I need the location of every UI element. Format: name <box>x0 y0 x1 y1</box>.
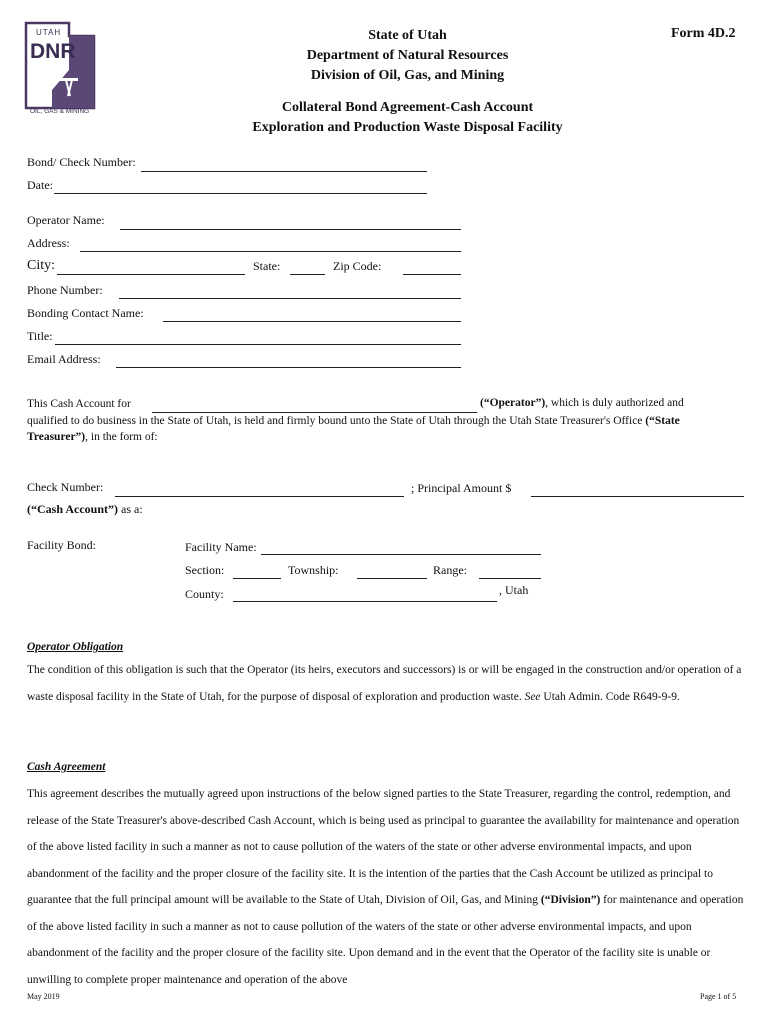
range-input[interactable] <box>479 578 541 579</box>
form-of-text: , in the form of: <box>85 431 158 443</box>
cash-account-paragraph <box>27 413 747 445</box>
cash-agreement-heading: Cash Agreement <box>27 761 106 773</box>
header-block <box>210 26 605 86</box>
form-number: Form 4D.2 <box>671 26 736 41</box>
state-input[interactable] <box>290 274 325 275</box>
operator-clause <box>480 397 684 409</box>
as-a-text: as a: <box>118 502 143 516</box>
operator-obligation-heading: Operator Obligation <box>27 641 124 653</box>
email-label: Email Address: <box>27 352 101 366</box>
state-label: State: <box>253 259 281 273</box>
operator-name-label: Operator Name: <box>27 213 105 227</box>
header-state: State of Utah <box>368 28 447 43</box>
bond-check-label: Bond/ Check Number: <box>27 155 136 169</box>
city-input[interactable] <box>57 274 245 275</box>
bond-check-input[interactable] <box>141 171 427 172</box>
header-division: Division of Oil, Gas, and Mining <box>310 68 505 83</box>
agreement-text-b: for maintenance and operation of the above listed facility in such a manner as not to cause pollution of the waters of the state or other adverse environmental impacts, and upon abandonment of the facility and the proper closure of the facility site. Upon demand and in the event that the Operator of the facility site is unable or unwilling to complete proper maintenance and operation of the above <box>27 894 744 986</box>
phone-label: Phone Number: <box>27 283 103 297</box>
date-label: Date: <box>27 178 53 192</box>
date-input[interactable] <box>54 193 427 194</box>
logo-top-text: UTAH <box>36 28 62 37</box>
operator-obligation-text <box>27 657 747 710</box>
principal-amount-input[interactable] <box>531 496 744 497</box>
dnr-logo <box>22 20 122 120</box>
agreement-text-a: This agreement describes the mutually agreed upon instructions of the below signed parties to the State Treasurer, regarding the control, redemption, and release of the State Treasurer's above-described Cash Account, which is being used as principal to guarantee the availability for maintenance and operation of the above listed facility in such a manner as not to cause pollution of the waters of the state or other adverse environmental impacts, and upon abandonment of the facility and the proper closure of the facility site. It is the intention of the parties that the Cash Account be utilized as principal to guarantee that the full principal amount will be available to the State of Utah, Division of Oil, Gas, and Mining <box>27 788 740 906</box>
division-term: (“Division”) <box>540 894 601 906</box>
address-label: Address: <box>27 236 70 250</box>
section-label: Section: <box>185 563 225 577</box>
bonding-contact-label: Bonding Contact Name: <box>27 306 144 320</box>
cash-account-intro: This Cash Account for <box>27 398 131 410</box>
title-input[interactable] <box>55 344 461 345</box>
county-input[interactable] <box>233 601 497 602</box>
logo-main-text: DNR <box>30 40 76 63</box>
check-number-input[interactable] <box>115 496 404 497</box>
logo-bottom-text: OIL, GAS & MINING <box>30 108 90 115</box>
county-label: County: <box>185 587 224 601</box>
phone-input[interactable] <box>119 298 461 299</box>
utah-suffix: , Utah <box>499 583 529 597</box>
header-department: Department of Natural Resources <box>306 48 509 63</box>
address-input[interactable] <box>80 251 461 252</box>
bonding-contact-input[interactable] <box>163 321 461 322</box>
cash-account-term: (“Cash Account”) <box>27 502 119 516</box>
facility-name-label: Facility Name: <box>185 540 257 554</box>
obligation-see: See <box>524 690 541 703</box>
check-number-label: Check Number: <box>27 480 104 494</box>
form-title-line1: Collateral Bond Agreement-Cash Account <box>281 100 534 115</box>
title-label: Title: <box>27 329 53 343</box>
facility-name-input[interactable] <box>261 554 541 555</box>
zip-input[interactable] <box>403 274 461 275</box>
obligation-text-a: The condition of this obligation is such that the Operator (its heirs, executors and successors) is or will be engaged in the construction and/or operation of a waste disposal facility in the State of Utah, for the purpose of disposal of exploration and production waste. <box>27 664 742 703</box>
cash-account-line <box>27 502 143 517</box>
facility-bond-label: Facility Bond: <box>27 538 96 552</box>
township-label: Township: <box>288 563 339 577</box>
footer-date: May 2019 <box>27 992 60 1001</box>
state-term: (“State <box>645 415 680 427</box>
section-input[interactable] <box>233 578 281 579</box>
range-label: Range: <box>433 563 467 577</box>
form-title-line2: Exploration and Production Waste Disposal Facility <box>252 120 563 135</box>
treasurer-term: Treasurer”) <box>27 431 86 443</box>
principal-label: ; Principal Amount $ <box>411 481 512 495</box>
operator-name-input[interactable] <box>120 229 461 230</box>
footer-page-number: Page 1 of 5 <box>700 992 737 1001</box>
cash-account-text: qualified to do business in the State of Utah, is held and firmly bound unto the State of Utah through the Utah State Treasurer's Office <box>27 415 646 427</box>
form-title <box>210 98 605 138</box>
cash-agreement-text <box>27 781 747 993</box>
township-input[interactable] <box>357 578 427 579</box>
zip-label: Zip Code: <box>333 259 382 273</box>
email-input[interactable] <box>116 367 461 368</box>
obligation-text-b: Utah Admin. Code R649-9-9. <box>540 690 680 703</box>
operator-clause-rest: , which is duly authorized and <box>545 397 684 409</box>
operator-term: (“Operator”) <box>480 397 546 409</box>
city-label: City: <box>27 258 56 273</box>
